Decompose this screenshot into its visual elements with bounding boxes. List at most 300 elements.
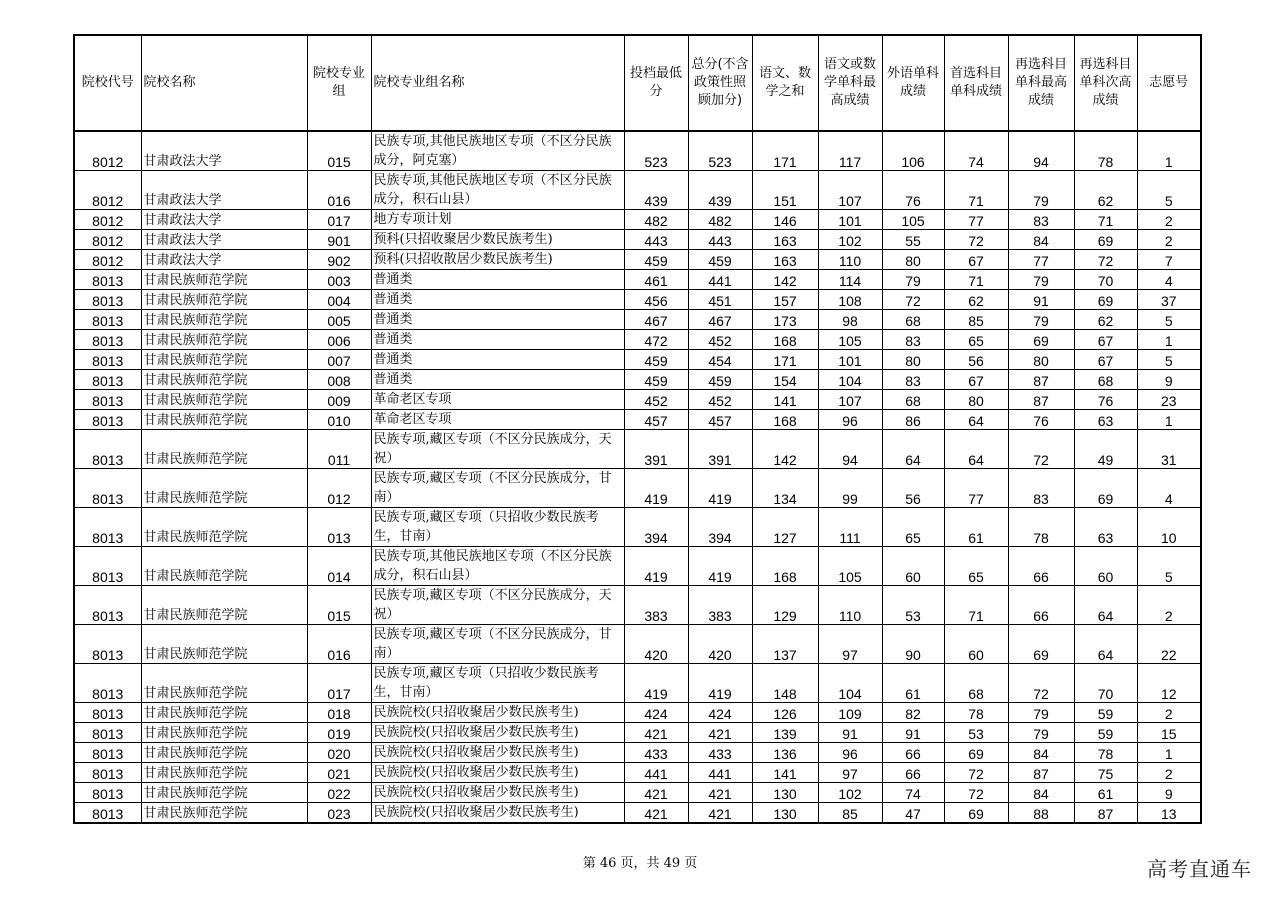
table-row xyxy=(74,586,1201,625)
cell-chinese-math-sum: 126 xyxy=(752,703,818,723)
cell-group-name: 民族专项,藏区专项（只招收少数民族考生，甘南） xyxy=(371,508,624,547)
cell-school-name: 甘肃民族师范学院 xyxy=(141,390,307,410)
cell-reselect-max: 87 xyxy=(1008,763,1074,783)
cell-chinese-math-sum: 136 xyxy=(752,743,818,763)
cell-chinese-math-sum: 130 xyxy=(752,803,818,824)
cell-min-score: 421 xyxy=(624,803,688,824)
cell-min-score: 456 xyxy=(624,290,688,310)
header-min-score: 投档最低分 xyxy=(624,35,688,131)
cell-school-code: 8013 xyxy=(74,469,141,508)
header-chinese-math-sum: 语文、数学之和 xyxy=(752,35,818,131)
cell-school-name: 甘肃民族师范学院 xyxy=(141,703,307,723)
cell-chinese-math-sum: 142 xyxy=(752,270,818,290)
cell-foreign-language: 53 xyxy=(882,586,944,625)
cell-reselect-second: 70 xyxy=(1074,270,1137,290)
cell-chinese-math-max: 107 xyxy=(818,390,882,410)
cell-reselect-second: 87 xyxy=(1074,803,1137,824)
cell-total-score: 421 xyxy=(688,803,752,824)
cell-chinese-math-max: 104 xyxy=(818,370,882,390)
cell-group-name: 普通类 xyxy=(371,270,624,290)
cell-reselect-second: 61 xyxy=(1074,783,1137,803)
cell-total-score: 443 xyxy=(688,230,752,250)
cell-foreign-language: 68 xyxy=(882,390,944,410)
cell-total-score: 421 xyxy=(688,723,752,743)
table-row xyxy=(74,763,1201,783)
cell-min-score: 439 xyxy=(624,171,688,210)
cell-reselect-second: 78 xyxy=(1074,743,1137,763)
cell-preference-number: 15 xyxy=(1137,723,1201,743)
cell-chinese-math-sum: 127 xyxy=(752,508,818,547)
cell-chinese-math-max: 85 xyxy=(818,803,882,824)
cell-reselect-second: 71 xyxy=(1074,210,1137,230)
cell-chinese-math-max: 101 xyxy=(818,210,882,230)
cell-min-score: 421 xyxy=(624,783,688,803)
cell-first-choice-subject: 62 xyxy=(944,290,1008,310)
cell-total-score: 419 xyxy=(688,469,752,508)
table-row xyxy=(74,469,1201,508)
table-row xyxy=(74,290,1201,310)
cell-reselect-second: 67 xyxy=(1074,350,1137,370)
cell-foreign-language: 76 xyxy=(882,171,944,210)
table-body xyxy=(74,131,1201,823)
cell-total-score: 482 xyxy=(688,210,752,230)
cell-foreign-language: 55 xyxy=(882,230,944,250)
cell-school-name: 甘肃政法大学 xyxy=(141,210,307,230)
cell-foreign-language: 66 xyxy=(882,763,944,783)
cell-school-name: 甘肃政法大学 xyxy=(141,250,307,270)
cell-reselect-max: 84 xyxy=(1008,743,1074,763)
cell-preference-number: 1 xyxy=(1137,410,1201,430)
cell-reselect-second: 62 xyxy=(1074,171,1137,210)
cell-school-name: 甘肃民族师范学院 xyxy=(141,803,307,824)
cell-group-name: 民族院校(只招收聚居少数民族考生) xyxy=(371,803,624,824)
cell-school-name: 甘肃民族师范学院 xyxy=(141,664,307,703)
cell-reselect-second: 69 xyxy=(1074,290,1137,310)
cell-group-code: 022 xyxy=(307,783,371,803)
cell-min-score: 420 xyxy=(624,625,688,664)
cell-first-choice-subject: 68 xyxy=(944,664,1008,703)
table-row xyxy=(74,664,1201,703)
cell-foreign-language: 83 xyxy=(882,370,944,390)
cell-school-name: 甘肃民族师范学院 xyxy=(141,370,307,390)
cell-min-score: 419 xyxy=(624,469,688,508)
cell-foreign-language: 68 xyxy=(882,310,944,330)
header-group-code: 院校专业组 xyxy=(307,35,371,131)
cell-foreign-language: 64 xyxy=(882,430,944,469)
cell-group-code: 012 xyxy=(307,469,371,508)
cell-school-code: 8013 xyxy=(74,270,141,290)
cell-total-score: 421 xyxy=(688,783,752,803)
cell-school-code: 8012 xyxy=(74,171,141,210)
cell-total-score: 420 xyxy=(688,625,752,664)
cell-reselect-second: 70 xyxy=(1074,664,1137,703)
cell-group-name: 民族院校(只招收聚居少数民族考生) xyxy=(371,763,624,783)
cell-chinese-math-max: 117 xyxy=(818,131,882,171)
header-total-score: 总分(不含政策性照顾加分) xyxy=(688,35,752,131)
header-foreign-language: 外语单科成绩 xyxy=(882,35,944,131)
cell-total-score: 452 xyxy=(688,390,752,410)
cell-chinese-math-sum: 137 xyxy=(752,625,818,664)
cell-group-name: 民族院校(只招收聚居少数民族考生) xyxy=(371,703,624,723)
cell-foreign-language: 106 xyxy=(882,131,944,171)
cell-reselect-second: 60 xyxy=(1074,547,1137,586)
cell-min-score: 459 xyxy=(624,370,688,390)
table-row xyxy=(74,370,1201,390)
cell-foreign-language: 79 xyxy=(882,270,944,290)
admission-score-table xyxy=(73,34,1202,824)
header-school-code: 院校代号 xyxy=(74,35,141,131)
cell-total-score: 459 xyxy=(688,370,752,390)
cell-reselect-max: 79 xyxy=(1008,171,1074,210)
cell-reselect-max: 72 xyxy=(1008,664,1074,703)
cell-total-score: 383 xyxy=(688,586,752,625)
cell-preference-number: 1 xyxy=(1137,330,1201,350)
cell-school-code: 8012 xyxy=(74,131,141,171)
header-group-name: 院校专业组名称 xyxy=(371,35,624,131)
cell-preference-number: 10 xyxy=(1137,508,1201,547)
cell-school-name: 甘肃民族师范学院 xyxy=(141,310,307,330)
cell-reselect-second: 63 xyxy=(1074,410,1137,430)
cell-foreign-language: 80 xyxy=(882,250,944,270)
header-school-name: 院校名称 xyxy=(141,35,307,131)
cell-total-score: 441 xyxy=(688,763,752,783)
cell-group-name: 民族院校(只招收聚居少数民族考生) xyxy=(371,723,624,743)
cell-chinese-math-sum: 157 xyxy=(752,290,818,310)
cell-group-code: 016 xyxy=(307,171,371,210)
cell-chinese-math-max: 96 xyxy=(818,410,882,430)
cell-first-choice-subject: 64 xyxy=(944,410,1008,430)
cell-total-score: 419 xyxy=(688,547,752,586)
cell-reselect-max: 94 xyxy=(1008,131,1074,171)
cell-school-name: 甘肃民族师范学院 xyxy=(141,430,307,469)
cell-total-score: 419 xyxy=(688,664,752,703)
cell-group-name: 民族专项,藏区专项（不区分民族成分，甘南） xyxy=(371,625,624,664)
cell-first-choice-subject: 60 xyxy=(944,625,1008,664)
cell-group-name: 普通类 xyxy=(371,350,624,370)
table-row xyxy=(74,703,1201,723)
cell-school-name: 甘肃民族师范学院 xyxy=(141,743,307,763)
cell-first-choice-subject: 64 xyxy=(944,430,1008,469)
cell-group-name: 民族专项,其他民族地区专项（不区分民族成分，积石山县） xyxy=(371,171,624,210)
cell-reselect-max: 69 xyxy=(1008,625,1074,664)
cell-preference-number: 31 xyxy=(1137,430,1201,469)
cell-school-code: 8013 xyxy=(74,410,141,430)
cell-chinese-math-sum: 163 xyxy=(752,230,818,250)
cell-min-score: 394 xyxy=(624,508,688,547)
table-row xyxy=(74,310,1201,330)
cell-preference-number: 5 xyxy=(1137,547,1201,586)
cell-school-name: 甘肃民族师范学院 xyxy=(141,625,307,664)
cell-group-name: 民族院校(只招收聚居少数民族考生) xyxy=(371,743,624,763)
cell-total-score: 424 xyxy=(688,703,752,723)
cell-chinese-math-max: 96 xyxy=(818,743,882,763)
cell-foreign-language: 56 xyxy=(882,469,944,508)
cell-group-code: 010 xyxy=(307,410,371,430)
cell-min-score: 383 xyxy=(624,586,688,625)
cell-preference-number: 37 xyxy=(1137,290,1201,310)
cell-chinese-math-max: 94 xyxy=(818,430,882,469)
cell-reselect-max: 72 xyxy=(1008,430,1074,469)
cell-foreign-language: 86 xyxy=(882,410,944,430)
header-preference-number: 志愿号 xyxy=(1137,35,1201,131)
cell-group-name: 普通类 xyxy=(371,310,624,330)
cell-total-score: 454 xyxy=(688,350,752,370)
cell-preference-number: 4 xyxy=(1137,469,1201,508)
table-row xyxy=(74,171,1201,210)
cell-reselect-max: 66 xyxy=(1008,547,1074,586)
table-row xyxy=(74,350,1201,370)
cell-school-code: 8013 xyxy=(74,703,141,723)
table-row xyxy=(74,723,1201,743)
cell-total-score: 394 xyxy=(688,508,752,547)
cell-group-code: 902 xyxy=(307,250,371,270)
cell-total-score: 459 xyxy=(688,250,752,270)
cell-preference-number: 2 xyxy=(1137,230,1201,250)
cell-group-code: 017 xyxy=(307,210,371,230)
cell-foreign-language: 90 xyxy=(882,625,944,664)
header-chinese-math-max: 语文或数学单科最高成绩 xyxy=(818,35,882,131)
cell-min-score: 467 xyxy=(624,310,688,330)
cell-reselect-second: 78 xyxy=(1074,131,1137,171)
cell-reselect-second: 64 xyxy=(1074,625,1137,664)
cell-school-code: 8012 xyxy=(74,250,141,270)
cell-chinese-math-sum: 142 xyxy=(752,430,818,469)
cell-chinese-math-max: 105 xyxy=(818,547,882,586)
cell-total-score: 452 xyxy=(688,330,752,350)
cell-min-score: 452 xyxy=(624,390,688,410)
cell-group-name: 普通类 xyxy=(371,290,624,310)
cell-reselect-second: 67 xyxy=(1074,330,1137,350)
cell-preference-number: 1 xyxy=(1137,131,1201,171)
cell-first-choice-subject: 71 xyxy=(944,171,1008,210)
cell-school-name: 甘肃民族师范学院 xyxy=(141,508,307,547)
cell-min-score: 421 xyxy=(624,723,688,743)
cell-chinese-math-sum: 171 xyxy=(752,350,818,370)
header-row xyxy=(74,35,1201,131)
cell-preference-number: 2 xyxy=(1137,210,1201,230)
table-row xyxy=(74,210,1201,230)
cell-school-name: 甘肃民族师范学院 xyxy=(141,270,307,290)
cell-min-score: 419 xyxy=(624,664,688,703)
header-first-choice-subject: 首选科目单科成绩 xyxy=(944,35,1008,131)
cell-reselect-second: 59 xyxy=(1074,723,1137,743)
cell-first-choice-subject: 77 xyxy=(944,469,1008,508)
cell-group-code: 017 xyxy=(307,664,371,703)
cell-group-code: 016 xyxy=(307,625,371,664)
cell-school-code: 8013 xyxy=(74,330,141,350)
cell-group-code: 003 xyxy=(307,270,371,290)
cell-total-score: 457 xyxy=(688,410,752,430)
cell-preference-number: 7 xyxy=(1137,250,1201,270)
cell-group-code: 008 xyxy=(307,370,371,390)
cell-group-code: 023 xyxy=(307,803,371,824)
cell-school-name: 甘肃民族师范学院 xyxy=(141,290,307,310)
cell-reselect-second: 62 xyxy=(1074,310,1137,330)
cell-chinese-math-sum: 130 xyxy=(752,783,818,803)
cell-preference-number: 12 xyxy=(1137,664,1201,703)
cell-group-name: 民族专项,藏区专项（不区分民族成分，天祝） xyxy=(371,586,624,625)
cell-school-code: 8013 xyxy=(74,430,141,469)
cell-chinese-math-max: 98 xyxy=(818,310,882,330)
cell-min-score: 419 xyxy=(624,547,688,586)
cell-school-code: 8013 xyxy=(74,350,141,370)
cell-total-score: 391 xyxy=(688,430,752,469)
cell-school-name: 甘肃民族师范学院 xyxy=(141,469,307,508)
cell-reselect-max: 78 xyxy=(1008,508,1074,547)
cell-first-choice-subject: 53 xyxy=(944,723,1008,743)
cell-group-code: 018 xyxy=(307,703,371,723)
cell-min-score: 459 xyxy=(624,350,688,370)
cell-min-score: 443 xyxy=(624,230,688,250)
cell-chinese-math-max: 97 xyxy=(818,763,882,783)
table-row xyxy=(74,230,1201,250)
cell-foreign-language: 65 xyxy=(882,508,944,547)
cell-total-score: 441 xyxy=(688,270,752,290)
cell-school-name: 甘肃民族师范学院 xyxy=(141,723,307,743)
cell-school-code: 8013 xyxy=(74,723,141,743)
cell-group-code: 901 xyxy=(307,230,371,250)
cell-group-name: 民族专项,其他民族地区专项（不区分民族成分，积石山县） xyxy=(371,547,624,586)
cell-min-score: 457 xyxy=(624,410,688,430)
cell-group-name: 民族专项,藏区专项（不区分民族成分，天祝） xyxy=(371,430,624,469)
cell-group-name: 普通类 xyxy=(371,330,624,350)
cell-group-code: 007 xyxy=(307,350,371,370)
cell-chinese-math-sum: 151 xyxy=(752,171,818,210)
cell-reselect-max: 87 xyxy=(1008,370,1074,390)
cell-first-choice-subject: 72 xyxy=(944,783,1008,803)
cell-reselect-second: 72 xyxy=(1074,250,1137,270)
cell-school-name: 甘肃民族师范学院 xyxy=(141,763,307,783)
cell-chinese-math-max: 110 xyxy=(818,250,882,270)
cell-group-name: 地方专项计划 xyxy=(371,210,624,230)
table-row xyxy=(74,625,1201,664)
cell-min-score: 523 xyxy=(624,131,688,171)
cell-reselect-max: 79 xyxy=(1008,310,1074,330)
cell-school-code: 8013 xyxy=(74,763,141,783)
cell-school-name: 甘肃政法大学 xyxy=(141,230,307,250)
cell-group-code: 005 xyxy=(307,310,371,330)
cell-preference-number: 2 xyxy=(1137,703,1201,723)
cell-chinese-math-max: 102 xyxy=(818,783,882,803)
cell-reselect-max: 69 xyxy=(1008,330,1074,350)
table-row xyxy=(74,743,1201,763)
cell-preference-number: 2 xyxy=(1137,763,1201,783)
cell-chinese-math-max: 99 xyxy=(818,469,882,508)
cell-first-choice-subject: 65 xyxy=(944,547,1008,586)
cell-group-code: 013 xyxy=(307,508,371,547)
cell-chinese-math-max: 114 xyxy=(818,270,882,290)
cell-reselect-max: 76 xyxy=(1008,410,1074,430)
cell-chinese-math-sum: 168 xyxy=(752,330,818,350)
cell-chinese-math-max: 109 xyxy=(818,703,882,723)
cell-preference-number: 13 xyxy=(1137,803,1201,824)
cell-min-score: 472 xyxy=(624,330,688,350)
cell-school-code: 8013 xyxy=(74,310,141,330)
cell-reselect-max: 66 xyxy=(1008,586,1074,625)
table-row xyxy=(74,430,1201,469)
cell-school-name: 甘肃民族师范学院 xyxy=(141,586,307,625)
cell-min-score: 461 xyxy=(624,270,688,290)
cell-chinese-math-max: 97 xyxy=(818,625,882,664)
table-row xyxy=(74,270,1201,290)
cell-total-score: 523 xyxy=(688,131,752,171)
cell-group-code: 021 xyxy=(307,763,371,783)
cell-group-name: 预科(只招收聚居少数民族考生) xyxy=(371,230,624,250)
cell-first-choice-subject: 65 xyxy=(944,330,1008,350)
cell-reselect-second: 76 xyxy=(1074,390,1137,410)
cell-chinese-math-sum: 139 xyxy=(752,723,818,743)
cell-school-code: 8012 xyxy=(74,210,141,230)
cell-preference-number: 9 xyxy=(1137,370,1201,390)
cell-reselect-max: 79 xyxy=(1008,270,1074,290)
cell-chinese-math-sum: 141 xyxy=(752,763,818,783)
table-row xyxy=(74,508,1201,547)
cell-first-choice-subject: 74 xyxy=(944,131,1008,171)
cell-first-choice-subject: 69 xyxy=(944,743,1008,763)
cell-school-code: 8013 xyxy=(74,664,141,703)
cell-min-score: 459 xyxy=(624,250,688,270)
cell-chinese-math-sum: 168 xyxy=(752,547,818,586)
cell-foreign-language: 82 xyxy=(882,703,944,723)
cell-first-choice-subject: 80 xyxy=(944,390,1008,410)
cell-school-code: 8013 xyxy=(74,370,141,390)
cell-chinese-math-max: 104 xyxy=(818,664,882,703)
cell-preference-number: 9 xyxy=(1137,783,1201,803)
table-row xyxy=(74,250,1201,270)
cell-min-score: 391 xyxy=(624,430,688,469)
cell-first-choice-subject: 71 xyxy=(944,270,1008,290)
cell-reselect-max: 87 xyxy=(1008,390,1074,410)
cell-reselect-max: 79 xyxy=(1008,723,1074,743)
cell-reselect-max: 84 xyxy=(1008,230,1074,250)
cell-chinese-math-sum: 141 xyxy=(752,390,818,410)
cell-min-score: 433 xyxy=(624,743,688,763)
cell-preference-number: 2 xyxy=(1137,586,1201,625)
cell-chinese-math-max: 105 xyxy=(818,330,882,350)
cell-total-score: 439 xyxy=(688,171,752,210)
cell-group-code: 004 xyxy=(307,290,371,310)
cell-group-code: 006 xyxy=(307,330,371,350)
cell-school-name: 甘肃民族师范学院 xyxy=(141,410,307,430)
cell-reselect-max: 83 xyxy=(1008,210,1074,230)
cell-foreign-language: 72 xyxy=(882,290,944,310)
cell-chinese-math-sum: 173 xyxy=(752,310,818,330)
cell-chinese-math-sum: 168 xyxy=(752,410,818,430)
cell-min-score: 441 xyxy=(624,763,688,783)
cell-foreign-language: 105 xyxy=(882,210,944,230)
cell-foreign-language: 61 xyxy=(882,664,944,703)
cell-school-name: 甘肃民族师范学院 xyxy=(141,330,307,350)
table-row xyxy=(74,547,1201,586)
cell-preference-number: 22 xyxy=(1137,625,1201,664)
cell-foreign-language: 60 xyxy=(882,547,944,586)
table-row xyxy=(74,410,1201,430)
cell-group-name: 革命老区专项 xyxy=(371,410,624,430)
cell-school-name: 甘肃民族师范学院 xyxy=(141,547,307,586)
cell-group-code: 011 xyxy=(307,430,371,469)
cell-min-score: 424 xyxy=(624,703,688,723)
cell-reselect-second: 69 xyxy=(1074,469,1137,508)
cell-preference-number: 5 xyxy=(1137,350,1201,370)
header-reselect-max: 再选科目单科最高成绩 xyxy=(1008,35,1074,131)
cell-foreign-language: 47 xyxy=(882,803,944,824)
cell-preference-number: 1 xyxy=(1137,743,1201,763)
cell-preference-number: 23 xyxy=(1137,390,1201,410)
table-row xyxy=(74,131,1201,171)
cell-group-name: 预科(只招收散居少数民族考生) xyxy=(371,250,624,270)
cell-school-code: 8013 xyxy=(74,508,141,547)
cell-school-name: 甘肃民族师范学院 xyxy=(141,783,307,803)
